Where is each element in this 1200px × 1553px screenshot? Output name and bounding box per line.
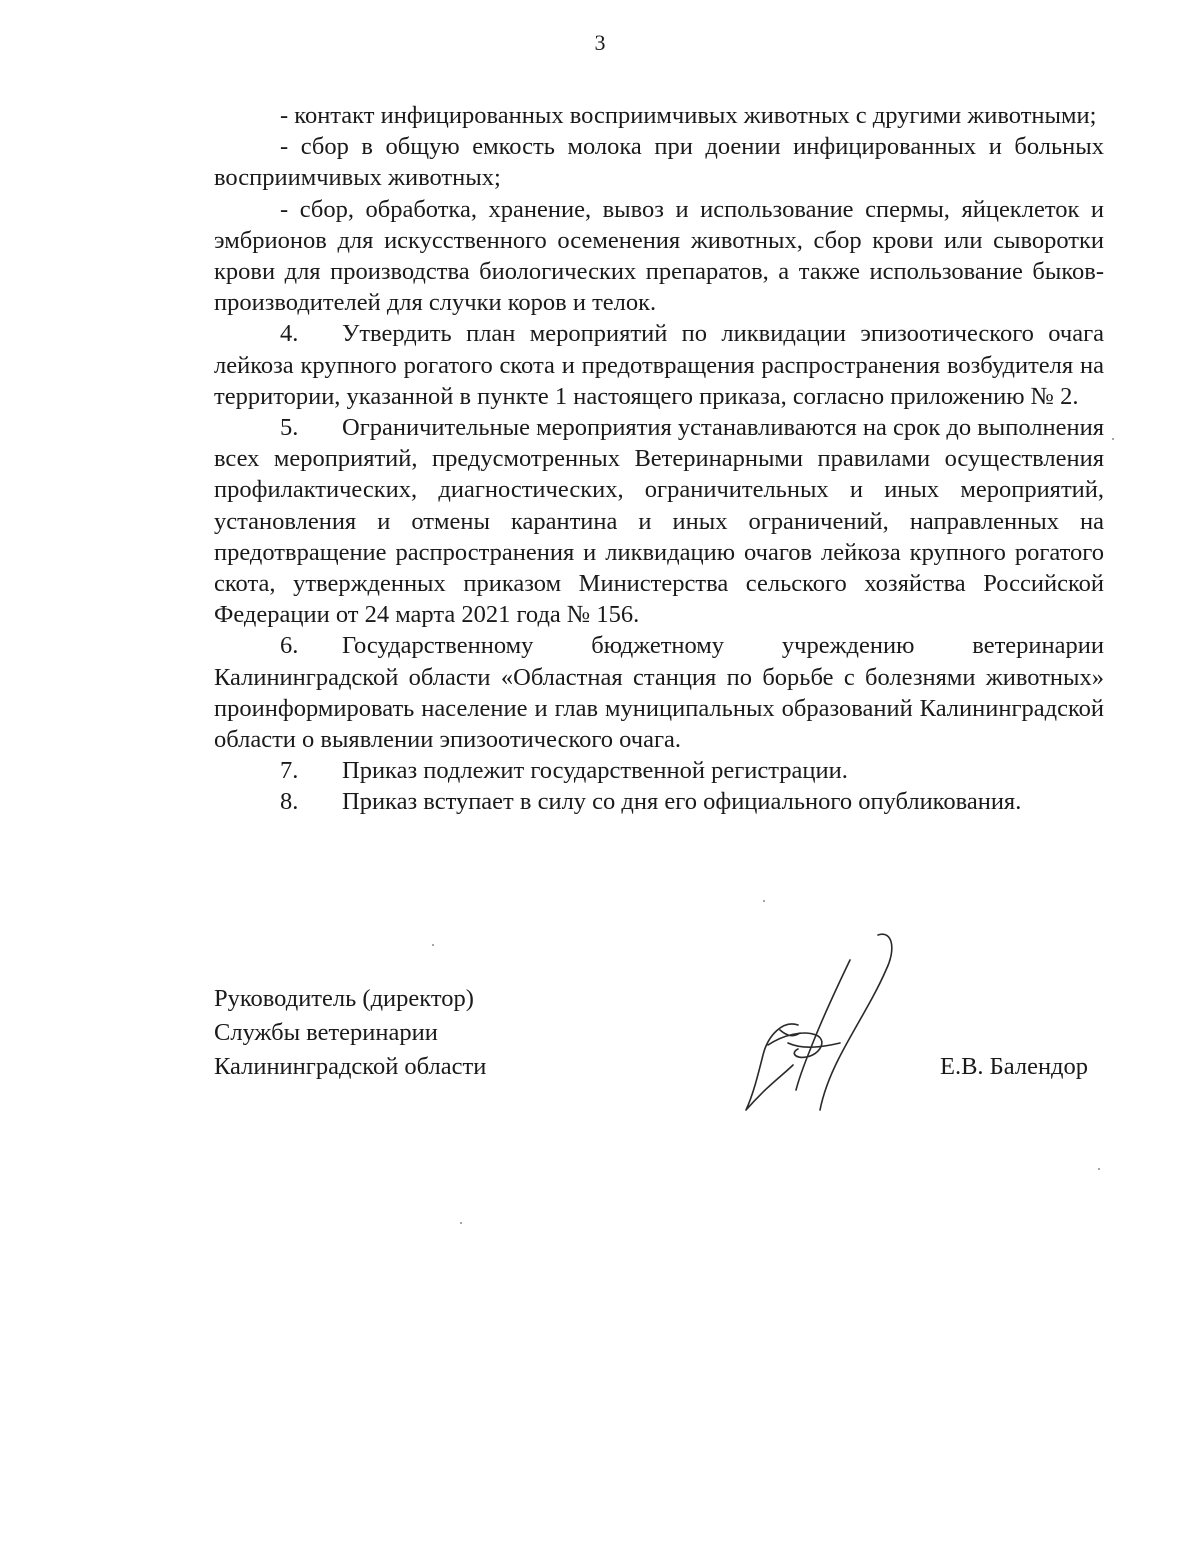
signer-position-line: Калининградской области: [214, 1053, 487, 1080]
scan-speck: [763, 900, 765, 902]
document-body: [214, 100, 1104, 818]
scan-speck: [460, 1222, 462, 1224]
scan-speck: [1098, 1168, 1100, 1170]
item-number: 6.: [280, 632, 299, 660]
signer-name: Е.В. Балендор: [940, 1053, 1089, 1080]
signer-position-line: Службы ветеринарии: [214, 1019, 438, 1046]
paragraph-contact: - контакт инфицированных восприимчивых животных с другими животными;: [280, 102, 1097, 129]
numbered-item-4: [214, 318, 1104, 412]
scan-speck: [1112, 438, 1114, 440]
numbered-item-6: [214, 630, 1104, 755]
item-text: Приказ подлежит государственной регистрации.: [342, 757, 848, 785]
item-text: Государственному бюджетному учреждению ветеринарии Калининградской области «Областная станция по борьбе с болезнями животных» проинформировать население и глав муниципальных образований Калининградской области о выявлении эпизоотического очага.: [214, 632, 1104, 754]
item-number: 4.: [280, 320, 299, 348]
paragraph-sperm: - сбор, обработка, хранение, вывоз и использование спермы, яйцеклеток и эмбрионов для искусственного осеменения животных, сбор крови или сыворотки крови для производства биологических препаратов, а также использование быков-производителей для случки коров и телок.: [214, 195, 1104, 317]
item-number: 5.: [280, 414, 299, 442]
item-text: Приказ вступает в силу со дня его официального опубликования.: [342, 788, 1022, 816]
scan-speck: [432, 944, 434, 946]
item-text: Ограничительные мероприятия устанавливаются на срок до выполнения всех мероприятий, предусмотренных Ветеринарными правилами осуществления профилактических, диагностических, ограничительных и иных мероприятий, установления и отмены карантина и иных ограничений, направленных на предотвращение распространения и ликвидацию очагов лейкоза крупного рогатого скота, утвержденных приказом Министерства сельского хозяйства Российской Федерации от 24 марта 2021 года № 156.: [214, 414, 1104, 629]
numbered-item-5: [214, 412, 1104, 630]
handwritten-signature: [728, 925, 918, 1125]
paragraph-milk: - сбор в общую емкость молока при доении инфицированных и больных восприимчивых животных;: [214, 133, 1104, 192]
item-number: 7.: [280, 757, 299, 785]
item-number: 8.: [280, 788, 299, 816]
numbered-item-7: [214, 755, 1104, 786]
item-text: Утвердить план мероприятий по ликвидации эпизоотического очага лейкоза крупного рогатого скота и предотвращения распространения возбудителя на территории, указанной в пункте 1 настоящего приказа, согласно приложению № 2.: [214, 320, 1104, 410]
signer-position-line: Руководитель (директор): [214, 985, 474, 1012]
page-number: 3: [594, 30, 606, 55]
numbered-item-8: [214, 786, 1104, 817]
signer-position: [214, 982, 486, 1084]
